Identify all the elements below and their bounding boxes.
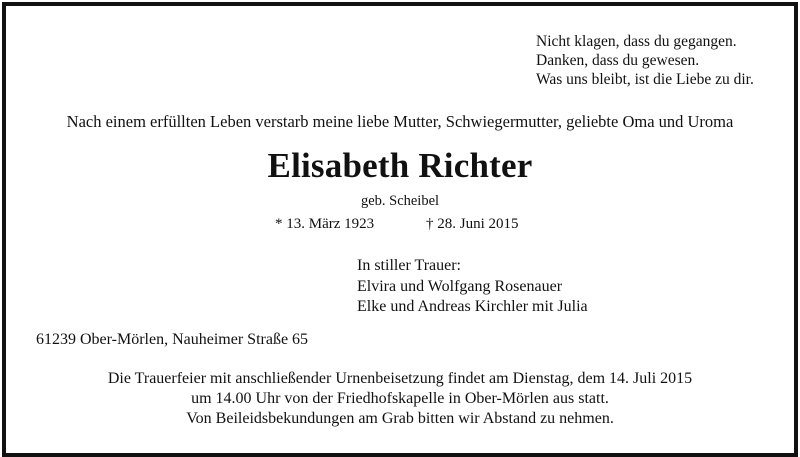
deceased-name: Elisabeth Richter <box>267 146 533 185</box>
funeral-line-1: Die Trauerfeier mit anschließender Urnenbeisetzung findet am Dienstag, dem 14. Juli 2015 <box>107 370 693 387</box>
funeral-line-3: Von Beileidsbekundungen am Grab bitten wir Abstand zu nehmen. <box>186 410 614 427</box>
funeral-notice <box>0 369 800 429</box>
funeral-line-2: um 14.00 Uhr von der Friedhofskapelle in Ober-Mörlen aus statt. <box>191 390 609 407</box>
memorial-poem <box>536 32 754 89</box>
mourners-block <box>357 256 588 318</box>
poem-line-3: Was uns bleibt, ist die Liebe zu dir. <box>536 71 754 88</box>
maiden-name: geb. Scheibel <box>360 193 440 209</box>
birth-date: * 13. März 1923 <box>275 216 375 232</box>
mourner-line-1: Elvira und Wolfgang Rosenauer <box>357 277 563 295</box>
intro-text: Nach einem erfüllten Leben verstarb meine liebe Mutter, Schwiegermutter, geliebte Oma und Uroma <box>66 112 734 131</box>
poem-line-1: Nicht klagen, dass du gegangen. <box>536 33 737 50</box>
mourner-line-2: Elke und Andreas Kirchler mit Julia <box>357 298 588 315</box>
address: 61239 Ober-Mörlen, Nauheimer Straße 65 <box>36 331 309 348</box>
mourners-heading: In stiller Trauer: <box>357 257 461 274</box>
poem-line-2: Danken, dass du gewesen. <box>536 52 700 69</box>
death-date: † 28. Juni 2015 <box>426 216 519 232</box>
